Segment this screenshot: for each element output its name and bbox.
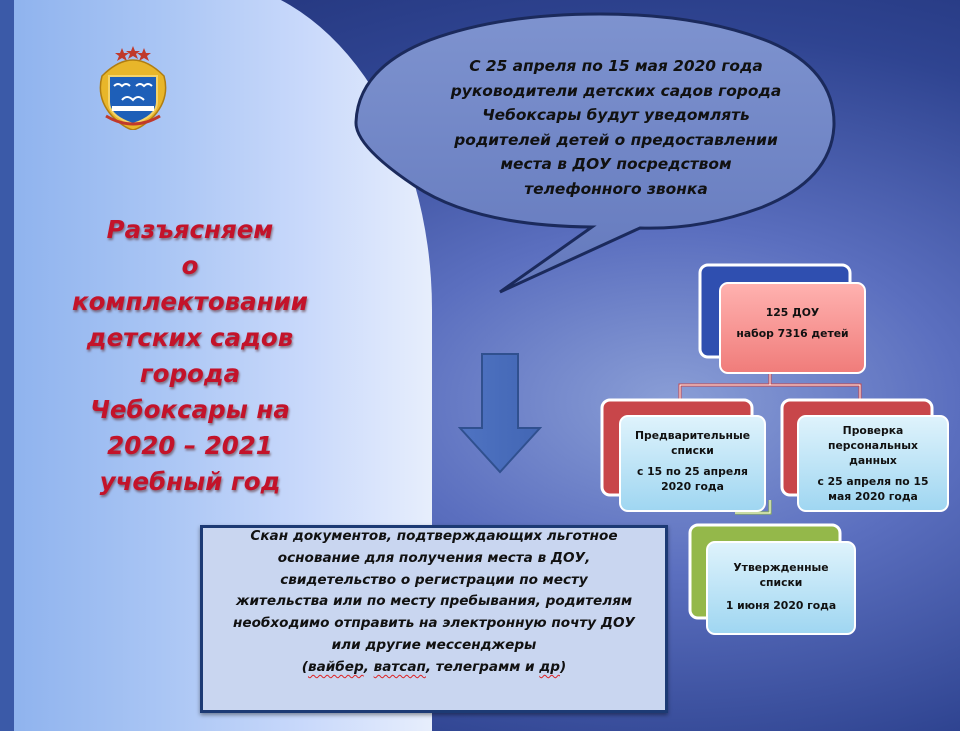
node-right-line1: Проверка <box>842 424 904 437</box>
doc-line: или другие мессенджеры <box>331 636 537 653</box>
bubble-line: родителей детей о предоставлении <box>454 130 778 149</box>
node-left-line4: 2020 года <box>661 480 724 493</box>
bubble-line: руководители детских садов города <box>450 81 782 100</box>
node-right-line3: данных <box>849 454 897 467</box>
title-line: города <box>139 359 241 388</box>
doc-line: жительства или по месту пребывания, родителям <box>235 593 633 610</box>
doc-paren-close: ) <box>560 658 567 675</box>
title-line: Чебоксары на <box>90 395 290 424</box>
node-right-line4: с 25 апреля по 15 <box>817 475 929 488</box>
node-bottom-text <box>707 560 855 613</box>
doc-etc: др <box>539 658 561 675</box>
title-line: о <box>181 251 199 280</box>
node-top-line1: 125 ДОУ <box>765 306 820 319</box>
title-line: учебный год <box>99 467 281 496</box>
title-line: Разъясняем <box>106 215 274 244</box>
node-top-text <box>720 305 865 341</box>
node-left-text <box>620 428 765 494</box>
node-left-line3: с 15 по 25 апреля <box>636 465 748 478</box>
bubble-line: телефонного звонка <box>524 179 708 198</box>
doc-sep: , <box>363 658 374 675</box>
node-top-line2: набор 7316 детей <box>736 327 849 340</box>
doc-line: Скан документов, подтверждающих льготное <box>250 528 618 544</box>
node-left-line1: Предварительные <box>634 429 751 442</box>
title-line: детских садов <box>86 323 294 352</box>
title-line: 2020 – 2021 <box>107 431 273 460</box>
doc-line: основание для получения места в ДОУ, <box>277 549 591 566</box>
bubble-line: места в ДОУ посредством <box>500 155 732 173</box>
doc-line: свидетельство о регистрации по месту <box>280 571 588 588</box>
node-left-line2: списки <box>671 444 714 457</box>
node-bottom-line3: 1 июня 2020 года <box>725 599 837 612</box>
node-bottom-line2: списки <box>759 576 803 589</box>
node-bottom-line1: Утвержденные <box>733 561 829 574</box>
node-right-line5: мая 2020 года <box>828 490 918 503</box>
bubble-line: Чебоксары будут уведомлять <box>482 106 750 124</box>
node-right-text <box>798 423 948 504</box>
node-right-line2: персональных <box>828 439 918 452</box>
title-line: комплектовании <box>72 287 308 316</box>
doc-line: необходимо отправить на электронную почту ДОУ <box>232 615 636 632</box>
messenger-whatsapp: ватсап <box>373 658 426 675</box>
doc-paren-open: ( <box>301 658 308 675</box>
bubble-line: С 25 апреля по 15 мая 2020 года <box>469 57 763 75</box>
doc-rest: , телеграмм и <box>425 658 540 675</box>
messenger-viber: вайбер <box>307 658 364 675</box>
